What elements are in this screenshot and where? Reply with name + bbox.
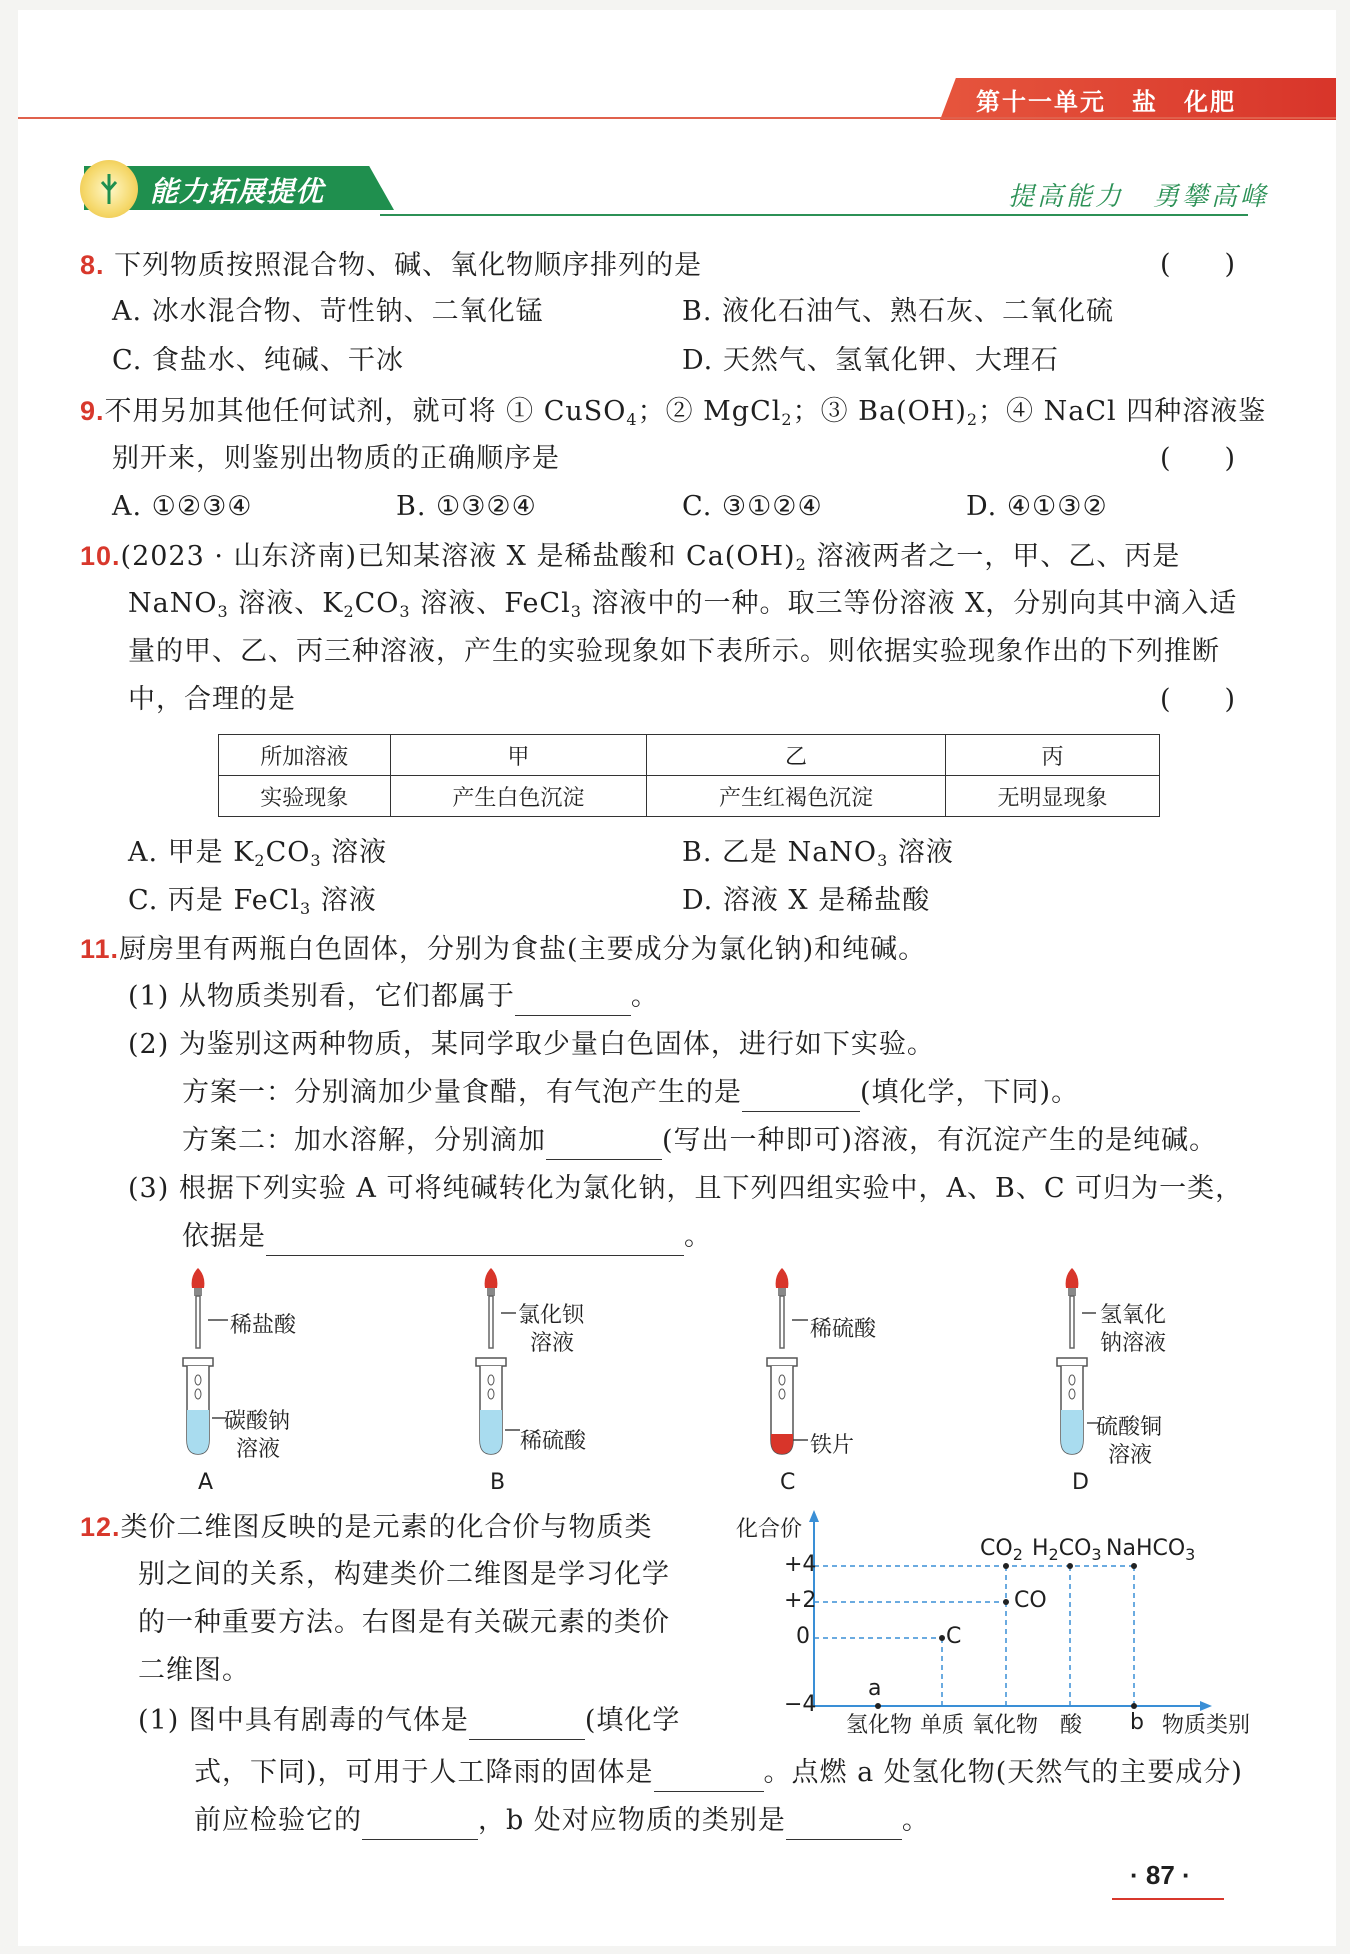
- q11-plan2: [182, 1122, 1217, 1160]
- q12-part1-line2: [194, 1754, 1243, 1792]
- q10-a-sub1: 2: [254, 851, 266, 870]
- q11-part3-basis: [182, 1218, 712, 1256]
- point-label-h2co3: [1032, 1536, 1102, 1564]
- q12-p1-text: (1) 图中具有剧毒的气体是: [138, 1705, 469, 1736]
- unit-title: 第十一单元 盐 化肥: [976, 88, 1236, 116]
- q10-stem-line1: [80, 537, 1180, 584]
- q9-option-c: C. ③①②④: [682, 491, 823, 522]
- q8-text: 下列物质按照混合物、碱、氧化物顺序排列的是: [114, 250, 703, 281]
- point-label-co2: [980, 1536, 1023, 1564]
- page-number: · 87 ·: [1130, 1860, 1191, 1890]
- answer-blank[interactable]: [654, 1761, 764, 1792]
- table-cell: 无明显现象: [945, 776, 1159, 817]
- table-cell: 甲: [390, 735, 646, 776]
- q12-number: 12.: [80, 1512, 121, 1542]
- q9-number: 9.: [80, 396, 105, 426]
- q9-text-c: ；③ Ba(OH): [792, 396, 967, 427]
- q12-p1-text2: (填化学: [584, 1705, 681, 1736]
- fig-d-tube-label2: 溶液: [1108, 1443, 1153, 1468]
- q10-stem-line3: 量的甲、乙、丙三种溶液，产生的实验现象如下表所示。则依据实验现象作出的下列推断: [128, 636, 1220, 667]
- point-label-a: a: [868, 1676, 882, 1701]
- fig-d-tube-label1: 硫酸铜: [1096, 1415, 1163, 1440]
- q11-stem: [80, 930, 926, 969]
- q10-l2-d: 溶液、FeCl: [410, 588, 571, 619]
- h2co3-text2: CO: [1058, 1536, 1092, 1561]
- fig-d-dropper-label1: 氢氧化: [1100, 1303, 1167, 1328]
- q10-l2-a: NaNO: [128, 588, 218, 619]
- x-tick-label: 酸: [1060, 1713, 1083, 1738]
- apparatus-c: [767, 1268, 808, 1454]
- q10-l2-e: 溶液中的一种。取三等份溶液 X，分别向其中滴入适: [581, 588, 1238, 619]
- header-rule: [18, 117, 1336, 119]
- answer-blank[interactable]: [515, 985, 631, 1016]
- q11-plan1-end: (填化学，下同)。: [860, 1077, 1080, 1108]
- q9-stem-line2: 别开来，则鉴别出物质的正确顺序是: [112, 443, 560, 474]
- q12-line3: 的一种重要方法。右图是有关碳元素的类价: [138, 1607, 670, 1638]
- q12-line2: 别之间的关系，构建类价二维图是学习化学: [138, 1559, 670, 1590]
- q10-l2-sub3: 2: [343, 602, 355, 621]
- point-c: [939, 1635, 945, 1641]
- answer-blank[interactable]: [786, 1809, 902, 1840]
- nahco3-sub: 3: [1185, 1545, 1196, 1564]
- q11-text: 厨房里有两瓶白色固体，分别为食盐(主要成分为氯化钠)和纯碱。: [119, 934, 927, 965]
- q12-p1-text5: 前应检验它的: [194, 1805, 362, 1836]
- page-number-rule: [1112, 1898, 1224, 1900]
- y-tick-label: −4: [784, 1692, 817, 1717]
- q9-sub1: 4: [626, 410, 638, 429]
- q9-text-a: 不用另加其他任何试剂，就可将 ① CuSO: [104, 396, 627, 427]
- answer-blank[interactable]: [469, 1709, 585, 1740]
- q10-text-a: (2023 · 山东济南)已知某溶液 X 是稀盐酸和 Ca(OH): [120, 541, 796, 572]
- fig-c-caption: C: [780, 1470, 796, 1495]
- apparatus-d: [1057, 1268, 1100, 1454]
- apparatus-b: [476, 1268, 520, 1454]
- q10-text-b: 溶液两者之一，甲、乙、丙是: [806, 541, 1181, 572]
- q8-option-a: A. 冰水混合物、苛性钠、二氧化锰: [112, 296, 544, 327]
- q11-p3-text: 依据是: [182, 1221, 266, 1252]
- q9-stem-line1: [80, 392, 1266, 439]
- q8-option-d: D. 天然气、氢氧化钾、大理石: [682, 345, 1059, 376]
- q10-c-text2: 溶液: [311, 885, 377, 916]
- q10-option-c: [128, 882, 377, 928]
- x-tick-label: 氧化物: [972, 1713, 1039, 1738]
- q10-b-text2: 溶液: [888, 837, 954, 868]
- guide-lines: [814, 1566, 1134, 1706]
- fig-a-dropper-label: 稀盐酸: [230, 1313, 297, 1338]
- q9-sub3: 2: [966, 410, 979, 429]
- y-axis-title: 化合价: [736, 1517, 803, 1542]
- q10-l2-sub5: 3: [570, 602, 582, 621]
- fig-d-dropper-label2: 钠溶液: [1100, 1331, 1167, 1356]
- y-tick-label: +4: [784, 1552, 817, 1577]
- table-cell: 产生红褐色沉淀: [647, 776, 946, 817]
- x-axis-title: 物质类别: [1162, 1713, 1251, 1738]
- q9-option-b: B. ①③②④: [396, 491, 537, 522]
- q8-number: 8.: [80, 250, 105, 280]
- fig-d-caption: D: [1072, 1470, 1089, 1495]
- point-co: [1003, 1599, 1009, 1605]
- q11-number: 11.: [80, 934, 120, 964]
- q9-text-b: ；② MgCl: [637, 396, 782, 427]
- q10-l2-b: 溶液、K: [228, 588, 344, 619]
- section-title: 能力拓展提优: [150, 175, 325, 208]
- q12-line1: [80, 1508, 653, 1547]
- q10-l2-sub4: 3: [399, 602, 411, 621]
- table-cell: 实验现象: [219, 776, 391, 817]
- q9-answer-paren: ( ): [1160, 443, 1236, 474]
- q10-answer-paren: ( ): [1160, 684, 1236, 715]
- fig-b-caption: B: [490, 1470, 506, 1495]
- q11-plan2-text: 方案二：加水溶解，分别滴加: [182, 1125, 546, 1156]
- answer-blank[interactable]: [266, 1225, 684, 1256]
- q8-stem: [80, 246, 702, 285]
- q9-sub2: 2: [781, 410, 793, 429]
- experiment-table: [218, 734, 1160, 817]
- h2co3-text1: H: [1032, 1536, 1049, 1561]
- section-slogan: 提高能力 勇攀高峰: [1008, 182, 1270, 212]
- q12-line4: 二维图。: [138, 1655, 250, 1686]
- y-tick-label: 0: [796, 1624, 810, 1649]
- point-label-nahco3: [1106, 1536, 1195, 1564]
- q12-part1-line1: [138, 1702, 680, 1740]
- q10-c-sub: 3: [299, 899, 312, 918]
- q11-part1: [128, 978, 659, 1016]
- q8-option-c: C. 食盐水、纯碱、干冰: [112, 345, 404, 376]
- table-cell: 所加溶液: [219, 735, 391, 776]
- x-tick-label: 单质: [920, 1713, 965, 1738]
- q11-p3-end: 。: [684, 1221, 712, 1252]
- lightbulb-icon: [80, 160, 138, 218]
- q11-apparatus-figure: [150, 1268, 1250, 1498]
- q10-a-text2: CO: [265, 837, 311, 868]
- table-cell: 丙: [945, 735, 1159, 776]
- q10-a-sub2: 3: [310, 851, 322, 870]
- q10-option-a: [128, 834, 387, 880]
- q11-part2: (2) 为鉴别这两种物质，某同学取少量白色固体，进行如下实验。: [128, 1029, 935, 1060]
- q10-option-b: [682, 834, 954, 880]
- q10-a-text3: 溶液: [321, 837, 388, 868]
- q11-part3: (3) 根据下列实验 A 可将纯碱转化为氯化钠，且下列四组实验中，A、B、C 可归为一类，: [128, 1173, 1244, 1204]
- nahco3-text: NaHCO: [1106, 1536, 1186, 1561]
- q10-a-text1: A. 甲是 K: [128, 837, 255, 868]
- q10-c-text1: C. 丙是 FeCl: [128, 885, 300, 916]
- co2-sub: 2: [1012, 1545, 1023, 1564]
- point-b: [1131, 1703, 1137, 1709]
- q10-stem-line4: 中，合理的是: [128, 684, 296, 715]
- q12-p1-end: 。: [901, 1805, 930, 1836]
- y-axis-arrow: [809, 1510, 819, 1522]
- q12-part1-line3: [194, 1802, 930, 1840]
- q10-number: 10.: [80, 541, 121, 571]
- q11-p1-end: 。: [630, 981, 659, 1012]
- q12-p1-text3: 式，下同)，可用于人工降雨的固体是: [194, 1757, 654, 1788]
- q10-l2-c: CO: [354, 588, 400, 619]
- q12-text: 类价二维图反映的是元素的化合价与物质类: [120, 1512, 653, 1543]
- q10-b-sub: 3: [877, 851, 889, 870]
- q10-option-d: D. 溶液 X 是稀盐酸: [682, 885, 931, 916]
- answer-blank[interactable]: [546, 1129, 662, 1160]
- apparatus-a: [183, 1268, 228, 1454]
- point-label-co: CO: [1014, 1588, 1047, 1613]
- q8-answer-paren: ( ): [1160, 249, 1236, 280]
- co2-text: CO: [980, 1536, 1013, 1561]
- q12-p1-text4: 。点燃 a 处氢化物(天然气的主要成分): [763, 1757, 1243, 1788]
- fig-a-caption: A: [198, 1470, 214, 1495]
- h2co3-sub1: 2: [1048, 1545, 1059, 1564]
- fig-a-tube-label1: 碳酸钠: [224, 1409, 291, 1434]
- y-tick-label: +2: [784, 1588, 817, 1613]
- x-tick-label: 氢化物: [846, 1713, 913, 1738]
- point-label-b: b: [1130, 1710, 1144, 1735]
- q11-plan2-end: (写出一种即可)溶液，有沉淀产生的是纯碱。: [662, 1125, 1218, 1156]
- answer-blank[interactable]: [742, 1081, 860, 1112]
- q11-p1-text: (1) 从物质类别看，它们都属于: [128, 981, 515, 1012]
- q11-plan1: [182, 1074, 1079, 1112]
- table-row: [219, 776, 1160, 817]
- answer-blank[interactable]: [362, 1809, 478, 1840]
- fig-b-dropper-label2: 溶液: [530, 1331, 575, 1356]
- q10-sub1: 2: [795, 555, 807, 574]
- q9-option-a: A. ①②③④: [112, 491, 253, 522]
- fig-c-tube-label: 铁片: [810, 1433, 855, 1458]
- fig-c-dropper-label: 稀硫酸: [810, 1317, 877, 1342]
- fig-b-dropper-label1: 氯化钡: [518, 1303, 585, 1328]
- q12-p1-text6: ，b 处对应物质的类别是: [478, 1805, 786, 1836]
- q10-l2-sub2: 3: [217, 602, 229, 621]
- table-cell: 乙: [647, 735, 946, 776]
- table-cell: 产生白色沉淀: [390, 776, 646, 817]
- q8-option-b: B. 液化石油气、熟石灰、二氧化硫: [682, 296, 1115, 327]
- q10-stem-line2: [128, 585, 1237, 631]
- q9-option-d: D. ④①③②: [966, 491, 1108, 522]
- q11-plan1-text: 方案一：分别滴加少量食醋，有气泡产生的是: [182, 1077, 742, 1108]
- h2co3-sub2: 3: [1091, 1545, 1102, 1564]
- fig-b-tube-label: 稀硫酸: [520, 1429, 587, 1454]
- table-row: [219, 735, 1160, 776]
- section-rule: [380, 214, 1248, 216]
- point-label-c: C: [946, 1624, 962, 1649]
- fig-a-tube-label2: 溶液: [236, 1437, 281, 1462]
- q10-b-text1: B. 乙是 NaNO: [682, 837, 878, 868]
- q9-text-d: ；④ NaCl 四种溶液鉴: [978, 396, 1267, 427]
